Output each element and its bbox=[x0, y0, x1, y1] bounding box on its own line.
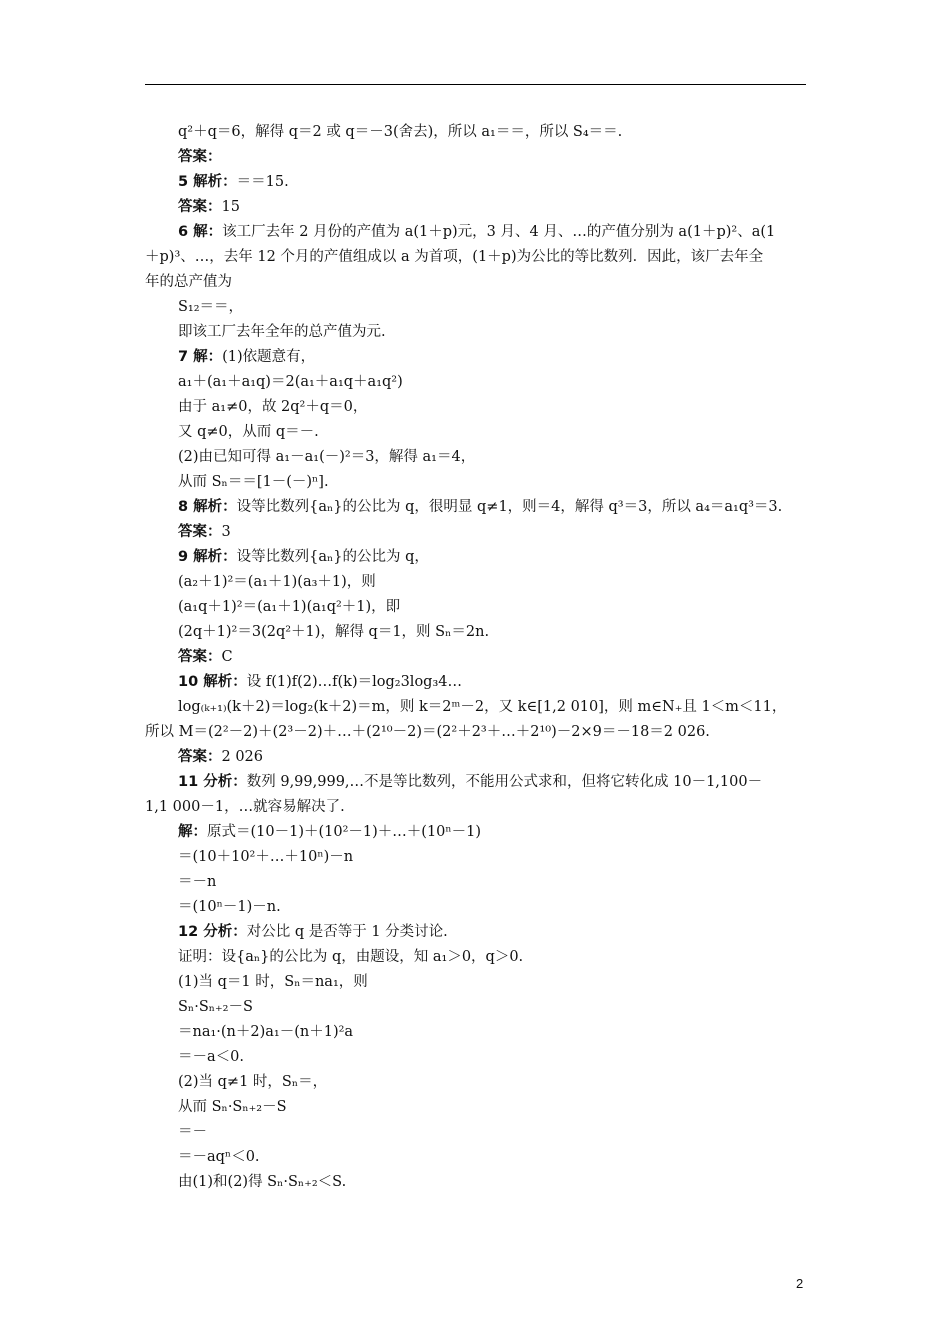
text-line bbox=[178, 597, 400, 617]
text-line bbox=[178, 322, 386, 342]
text-line bbox=[178, 1047, 244, 1067]
text-line bbox=[178, 872, 216, 892]
text-line bbox=[178, 747, 263, 767]
text-line bbox=[178, 1122, 207, 1142]
line-text: Sₙ·Sₙ₊₂－S bbox=[178, 999, 253, 1015]
line-text: (1)依题意有， bbox=[222, 349, 316, 365]
text-line bbox=[178, 1097, 287, 1117]
line-text: (a₁q＋1)²＝(a₁＋1)(a₁q²＋1)，即 bbox=[178, 599, 401, 615]
line-text: log₍ₖ₊₁₎(k＋2)＝log₂(k＋2)＝m，则 k＝2ᵐ－2，又 k∈[1,2 010]，则 m∈N₊且 1＜m＜11， bbox=[178, 699, 787, 715]
line-text: 1,1 000－1，…就容易解决了. bbox=[145, 799, 345, 815]
line-text: 证明：设{aₙ}的公比为 q，由题设，知 a₁＞0，q＞0. bbox=[178, 949, 524, 965]
line-text: (2q＋1)²＝3(2q²＋1)，解得 q＝1，则 Sₙ＝2n. bbox=[178, 624, 490, 640]
line-text: ＝－n bbox=[178, 874, 217, 890]
line-text: q²＋q＝6，解得 q＝2 或 q＝－3(舍去)，所以 a₁＝＝，所以 S₄＝＝. bbox=[178, 124, 623, 140]
text-line bbox=[178, 222, 775, 242]
line-text: (1)当 q＝1 时，Sₙ＝na₁，则 bbox=[178, 974, 368, 990]
line-text: 从而 Sₙ·Sₙ₊₂－S bbox=[178, 1099, 287, 1115]
header-rule bbox=[145, 84, 806, 85]
text-line bbox=[145, 797, 345, 817]
line-text: 对公比 q 是否等于 1 分类讨论. bbox=[246, 924, 448, 940]
line-text: ＝－aqⁿ＜0. bbox=[178, 1149, 260, 1165]
text-line bbox=[178, 497, 782, 517]
text-line bbox=[178, 472, 329, 492]
section-label: 10 解析： bbox=[178, 674, 247, 690]
text-line bbox=[178, 172, 289, 192]
text-line bbox=[178, 372, 403, 392]
text-line bbox=[178, 997, 253, 1017]
line-text: 设等比数列{aₙ}的公比为 q， bbox=[236, 549, 429, 565]
text-line bbox=[178, 947, 523, 967]
text-line bbox=[178, 922, 448, 942]
section-label: 11 分析： bbox=[178, 774, 247, 790]
text-line bbox=[145, 247, 763, 267]
text-line bbox=[178, 672, 462, 692]
text-line bbox=[178, 397, 367, 417]
text-line bbox=[145, 272, 232, 292]
line-text: 由于 a₁≠0，故 2q²＋q＝0， bbox=[178, 399, 368, 415]
section-label: 7 解： bbox=[178, 349, 223, 365]
text-line bbox=[178, 772, 762, 792]
section-label: 答案： bbox=[178, 524, 222, 540]
line-text: ＝na₁·(n＋2)a₁－(n＋1)²a bbox=[178, 1024, 354, 1040]
line-text: 即该工厂去年全年的总产值为元. bbox=[178, 324, 386, 340]
text-line bbox=[178, 972, 368, 992]
line-text: 所以 M＝(2²－2)＋(2³－2)＋…＋(2¹⁰－2)＝(2²＋2³＋…＋2¹⁰)－2×9＝－18＝2 026. bbox=[145, 724, 710, 740]
line-text: 年的总产值为 bbox=[145, 274, 232, 290]
line-text: (2)由已知可得 a₁－a₁(－)²＝3，解得 a₁＝4， bbox=[178, 449, 476, 465]
line-text: 原式＝(10－1)＋(10²－1)＋…＋(10ⁿ－1) bbox=[207, 824, 482, 840]
line-text: ＝(10ⁿ－1)－n. bbox=[178, 899, 281, 915]
text-line bbox=[178, 697, 786, 717]
text-line bbox=[178, 147, 222, 167]
section-label: 12 分析： bbox=[178, 924, 247, 940]
text-line bbox=[178, 447, 475, 467]
text-line bbox=[178, 547, 429, 567]
line-text: 由(1)和(2)得 Sₙ·Sₙ₊₂＜S. bbox=[178, 1174, 347, 1190]
line-text: ＋p)³、…，去年 12 个月的产值组成以 a 为首项，(1＋p)为公比的等比数列．因此，该厂去年全 bbox=[145, 249, 764, 265]
line-text: S₁₂＝＝， bbox=[178, 299, 244, 315]
text-line bbox=[178, 1022, 353, 1042]
text-line bbox=[178, 847, 353, 867]
text-line bbox=[178, 197, 240, 217]
text-line bbox=[178, 1072, 327, 1092]
section-label: 答案： bbox=[178, 749, 222, 765]
line-text: 从而 Sₙ＝＝[1－(－)ⁿ]. bbox=[178, 474, 329, 490]
line-text: ＝＝15. bbox=[236, 174, 289, 190]
section-label: 答案： bbox=[178, 149, 222, 165]
line-text: 设 f(1)f(2)…f(k)＝log₂3log₃4… bbox=[246, 674, 462, 690]
line-text: 又 q≠0，从而 q＝－. bbox=[178, 424, 319, 440]
text-line bbox=[178, 822, 481, 842]
text-line bbox=[145, 722, 710, 742]
line-text: ＝－a＜0. bbox=[178, 1049, 244, 1065]
text-line bbox=[178, 572, 376, 592]
section-label: 5 解析： bbox=[178, 174, 237, 190]
text-line bbox=[178, 647, 233, 667]
section-label: 8 解析： bbox=[178, 499, 237, 515]
section-label: 答案： bbox=[178, 649, 222, 665]
section-label: 解： bbox=[178, 824, 207, 840]
section-label: 9 解析： bbox=[178, 549, 237, 565]
line-text: 3 bbox=[221, 524, 231, 540]
line-text: 15 bbox=[221, 199, 240, 215]
line-text: C bbox=[221, 649, 233, 665]
line-text: a₁＋(a₁＋a₁q)＝2(a₁＋a₁q＋a₁q²) bbox=[178, 374, 403, 390]
line-text: (2)当 q≠1 时，Sₙ＝， bbox=[178, 1074, 328, 1090]
text-line bbox=[178, 622, 489, 642]
text-line bbox=[178, 897, 281, 917]
line-text: ＝(10＋10²＋…＋10ⁿ)－n bbox=[178, 849, 354, 865]
section-label: 6 解： bbox=[178, 224, 223, 240]
text-line bbox=[178, 422, 319, 442]
line-text: 数列 9,99,999,…不是等比数列，不能用公式求和，但将它转化成 10－1,100－ bbox=[246, 774, 763, 790]
text-line bbox=[178, 1147, 260, 1167]
line-text: (a₂＋1)²＝(a₁＋1)(a₃＋1)，则 bbox=[178, 574, 376, 590]
text-line bbox=[178, 347, 315, 367]
line-text: 2 026 bbox=[221, 749, 264, 765]
section-label: 答案： bbox=[178, 199, 222, 215]
text-line bbox=[178, 1172, 346, 1192]
line-text: 该工厂去年 2 月份的产值为 a(1＋p)元，3 月、4 月、…的产值分别为 a(1＋p)²、a(1 bbox=[222, 224, 776, 240]
text-line bbox=[178, 122, 622, 142]
line-text: ＝－ bbox=[178, 1124, 207, 1140]
page-number: 2 bbox=[796, 1276, 804, 1291]
text-line bbox=[178, 522, 231, 542]
text-line bbox=[178, 297, 243, 317]
line-text: 设等比数列{aₙ}的公比为 q，很明显 q≠1，则＝4，解得 q³＝3，所以 a₄＝a₁q³＝3. bbox=[236, 499, 783, 515]
